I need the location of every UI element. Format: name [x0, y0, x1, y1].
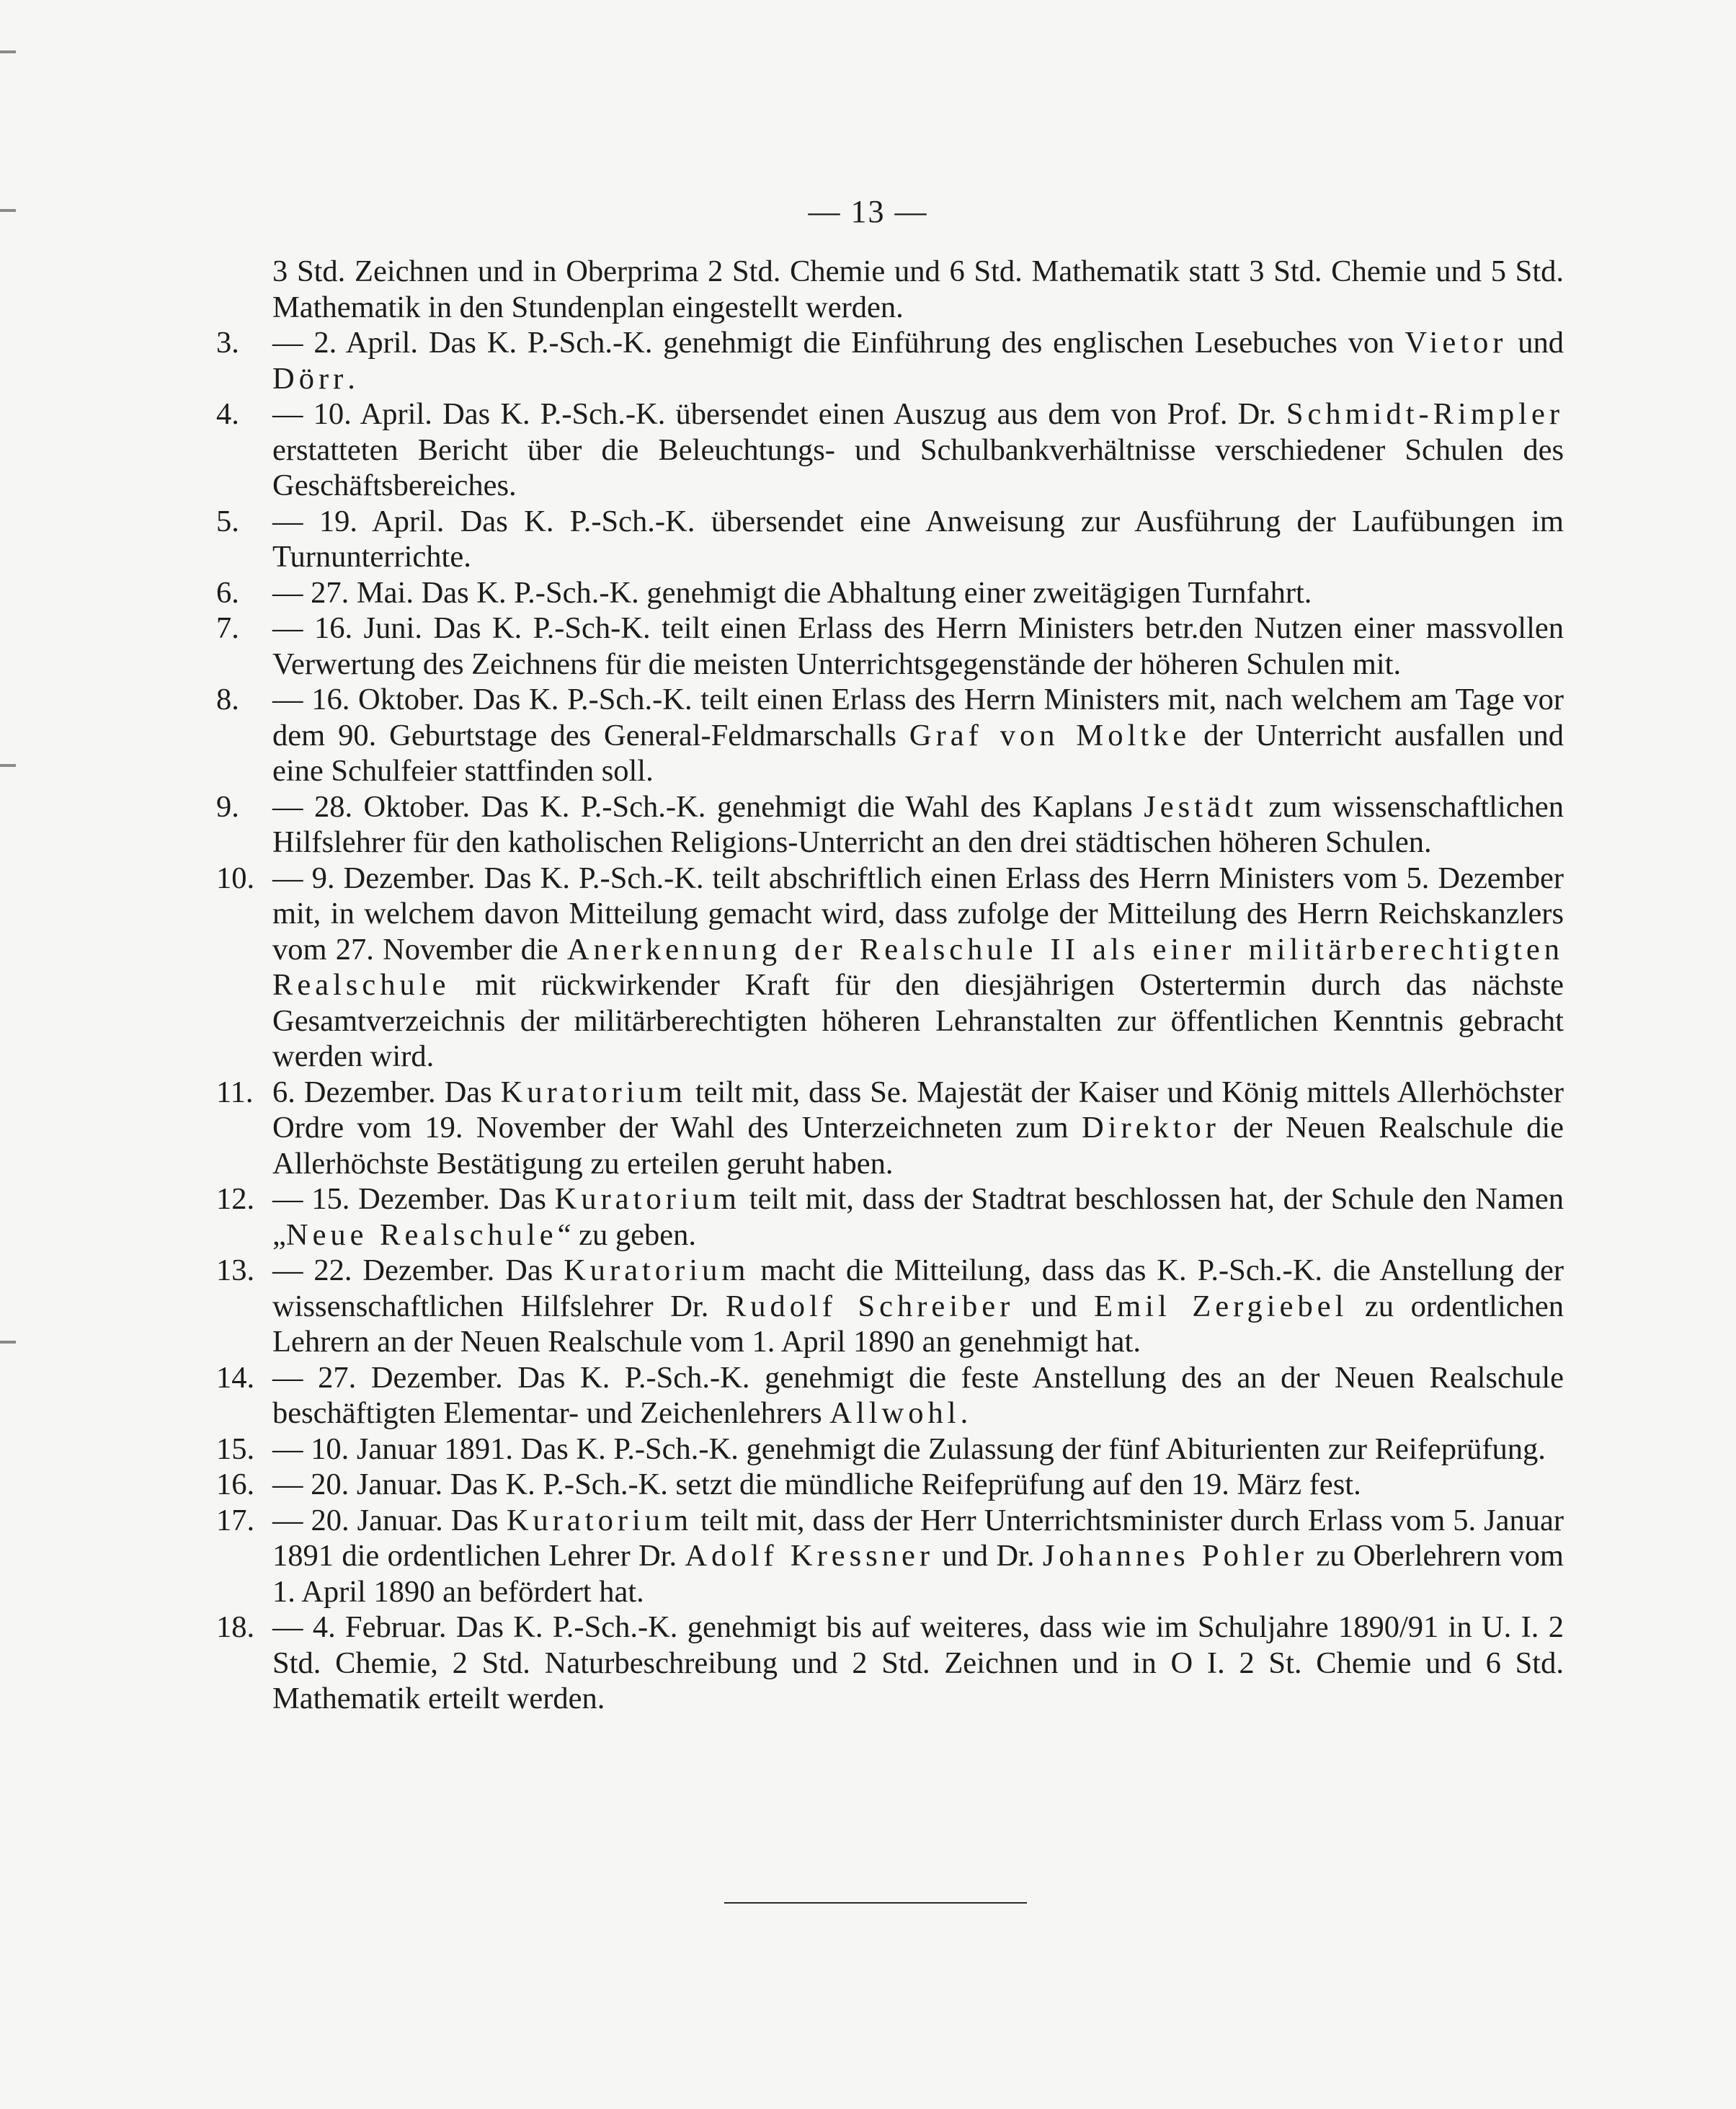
entry-item [209, 325, 1564, 396]
entry-item [209, 1075, 1564, 1182]
entry-text [272, 397, 1564, 502]
entry-number: 16. [216, 1468, 255, 1501]
entry-text-run: teilt mit, dass der Stadtrat beschlossen hat, der Schule den Namen „ [272, 1182, 1564, 1252]
entry-text [272, 1468, 1361, 1501]
entry-number: 7. [216, 611, 239, 645]
entry-text-run: — 4. Februar. Das K. P.-Sch.-K. genehmigt bis auf weiteres, dass wie im Schuljahre 1890/91 in U. I. 2 Std. Chemie, 2 Std. Naturbeschreibung und 2 Std. Zeichnen und in O I. 2 St. Chemie und 6 Std. Mathematik erteilt werden. [272, 1610, 1564, 1715]
entry-list [209, 325, 1564, 1717]
entry-text-run: — 27. Dezember. Das K. P.-Sch.-K. genehmigt die feste Anstellung des an der Neuen Realschule beschäftigten Elementar- und Zeichenlehrers [272, 1360, 1564, 1430]
entry-text-run: — 10. April. Das K. P.-Sch.-K. übersendet einen Auszug aus dem von Prof. Dr. [272, 397, 1286, 431]
spaced-name: Dörr [272, 361, 348, 396]
spaced-name: Kuratorium [564, 1253, 750, 1287]
spaced-name: Vietor [1405, 326, 1508, 360]
entry-text-run: zu ordentlichen Lehrern an der Neuen Realschule vom 1. April 1890 an genehmigt hat. [272, 1289, 1564, 1359]
entry-text [272, 861, 1564, 1074]
entry-number: 10. [216, 861, 255, 895]
entry-item [209, 1431, 1564, 1468]
entry-text-run: teilt mit, dass Se. Majestät der Kaiser und König mittels Allerhöchster Ordre vom 19. November der Wahl des Unterzeichneten zum [272, 1075, 1564, 1145]
entry-text [272, 576, 1312, 610]
entry-item [209, 1360, 1564, 1431]
entry-text [272, 1432, 1546, 1466]
entry-text-run: — 2. April. Das K. P.-Sch.-K. genehmigt die Einführung des englischen Lesebuches von [272, 326, 1405, 360]
entry-item [209, 1610, 1564, 1717]
scan-edge-mark [0, 764, 16, 767]
entry-text-run: erstatteten Bericht über die Beleuchtungs- und Schulbankverhältnisse verschiedener Schulen des Geschäftsbereiches. [272, 432, 1564, 502]
entry-number: 9. [216, 789, 239, 824]
spaced-name: Graf von Moltke [909, 718, 1191, 752]
entry-text-run: — 15. Dezember. Das [272, 1182, 555, 1216]
entry-text-run: — 19. April. Das K. P.-Sch.-K. übersendet eine Anweisung zur Ausführung der Laufübungen im Turnunterrichte. [272, 504, 1564, 574]
entry-text-run: mit rückwirkender Kraft für den diesjährigen Ostertermin durch das nächste Gesamtverzeichnis der militärberechtigten höheren Lehranstalten zur öffentlichen Kenntnis gebracht werden wird. [272, 968, 1564, 1073]
scan-edge-mark [0, 50, 16, 53]
entry-text-run: — 20. Januar. Das [272, 1503, 507, 1537]
entry-text [272, 326, 1564, 396]
entry-text-run: — 10. Januar 1891. Das K. P.-Sch.-K. genehmigt die Zulassung der fünf Abiturienten zur Reifeprüfung. [272, 1431, 1546, 1466]
entry-text [272, 1075, 1564, 1181]
entry-number: 11. [216, 1075, 254, 1109]
entry-text [272, 1504, 1564, 1609]
entry-number: 15. [216, 1431, 255, 1466]
entry-text-run: und [1507, 326, 1564, 360]
entry-item [209, 1467, 1564, 1503]
spaced-name: Allwohl [829, 1396, 961, 1430]
entry-number: 3. [216, 326, 239, 360]
spaced-name: Kuratorium [506, 1503, 693, 1537]
entry-item [209, 610, 1564, 682]
entry-item [209, 396, 1564, 504]
entry-text-run: der Neuen Realschule die Allerhöchste Bestätigung zu erteilen geruht haben. [272, 1111, 1564, 1181]
entry-text-run: teilt mit, dass der Herr Unterrichtsminister durch Erlass vom 5. Januar 1891 die ordentlichen Lehrer Dr. [272, 1503, 1564, 1573]
entry-text [272, 1182, 1564, 1252]
entry-item [209, 1503, 1564, 1610]
entry-item [209, 789, 1564, 861]
entry-item [209, 682, 1564, 789]
page-number: — 13 — [808, 194, 928, 229]
entry-item [209, 575, 1564, 611]
entry-text-run: — 27. Mai. Das K. P.-Sch.-K. genehmigt die Abhaltung einer zweitägigen Turnfahrt. [272, 575, 1312, 610]
entry-item [209, 1253, 1564, 1360]
spaced-name: Schmidt-Rimpler [1286, 397, 1564, 431]
spaced-name: Johannes Pohler [1042, 1539, 1308, 1573]
entry-number: 4. [216, 397, 239, 431]
entry-text [272, 1253, 1564, 1359]
scan-edge-mark [0, 1341, 16, 1344]
entry-text-run: — 22. Dezember. Das [272, 1253, 564, 1287]
entry-text [272, 790, 1564, 860]
entry-text-run: und [1014, 1289, 1095, 1323]
entry-item [209, 1181, 1564, 1253]
entry-text-run: — 28. Oktober. Das K. P.-Sch.-K. genehmigt die Wahl des Kaplans [272, 789, 1144, 824]
entry-text-run: 6. Dezember. Das [272, 1075, 501, 1109]
entry-number: 18. [216, 1610, 255, 1644]
entry-text-run: . [960, 1396, 969, 1430]
entry-item [209, 504, 1564, 575]
closing-rule [724, 1902, 1027, 1904]
spaced-name: Direktor [1081, 1111, 1220, 1145]
entry-text-run: “ zu geben. [557, 1217, 696, 1252]
entry-number: 12. [216, 1182, 255, 1216]
entry-text-run: — 9. Dezember. Das K. P.-Sch.-K. teilt abschriftlich einen Erlass des Herrn Ministers vom 5. Dezember mit, in welchem davon Mitteilung gemacht wird, dass zufolge der Mitteilung des Herrn Reichskanzlers vom 27. November die [272, 861, 1564, 967]
entry-text-run: — 20. Januar. Das K. P.-Sch.-K. setzt die mündliche Reifeprüfung auf den 19. März fest. [272, 1468, 1361, 1501]
spaced-name: Jestädt [1144, 789, 1258, 824]
entry-text [272, 683, 1564, 788]
entry-number: 5. [216, 504, 239, 538]
entry-text-run: und Dr. [933, 1539, 1043, 1573]
spaced-name: Emil Zergiebel [1094, 1289, 1348, 1323]
entry-text [272, 611, 1564, 681]
entry-number: 14. [216, 1360, 255, 1395]
intro-paragraph: 3 Std. Zeichnen und in Oberprima 2 Std. Chemie und 6 Std. Mathematik statt 3 Std. Chemie und 5 Std. Mathematik in den Stundenplan eingestellt werden. [272, 254, 1564, 324]
entry-text-run: der Unterricht ausfallen und eine Schulfeier stattfinden soll. [272, 718, 1564, 788]
spaced-name: Kuratorium [554, 1182, 741, 1216]
spaced-name: Anerkennung der Realschule II als einer militärberechtigten Realschule [272, 932, 1564, 1002]
entry-text-run: . [347, 361, 355, 396]
entry-number: 13. [216, 1253, 255, 1287]
entry-text-run: zu Oberlehrern vom 1. April 1890 an befördert hat. [272, 1539, 1564, 1609]
spaced-name: Adolf Kressner [685, 1539, 934, 1573]
spaced-name: Rudolf Schreiber [725, 1289, 1015, 1323]
entry-text [272, 1361, 1564, 1431]
entry-text-run: zum wissenschaftlichen Hilfslehrer für den katholischen Religions-Unterricht an den drei städtischen höheren Schulen. [272, 789, 1564, 859]
entry-text-run: macht die Mitteilung, dass das K. P.-Sch.-K. die Anstellung der wissenschaftlichen Hilfslehrer Dr. [272, 1253, 1564, 1323]
spaced-name: Neue Realschule [285, 1217, 558, 1252]
entry-text [272, 1610, 1564, 1715]
spaced-name: Kuratorium [500, 1075, 687, 1109]
entry-text-run: — 16. Juni. Das K. P.-Sch-K. teilt einen Erlass des Herrn Ministers betr.den Nutzen einer massvollen Verwertung des Zeichnens für die meisten Unterrichtsgegenstände der höheren Schulen mit. [272, 611, 1564, 681]
document-body [209, 254, 1564, 1717]
entry-text [272, 505, 1564, 574]
entry-item [209, 861, 1564, 1075]
entry-text-run: — 16. Oktober. Das K. P.-Sch.-K. teilt einen Erlass des Herrn Ministers mit, nach welchem am Tage vor dem 90. Geburtstage des General-Feldmarschalls [272, 683, 1564, 752]
entry-number: 8. [216, 683, 239, 716]
entry-number: 17. [216, 1503, 255, 1537]
entry-number: 6. [216, 575, 239, 610]
